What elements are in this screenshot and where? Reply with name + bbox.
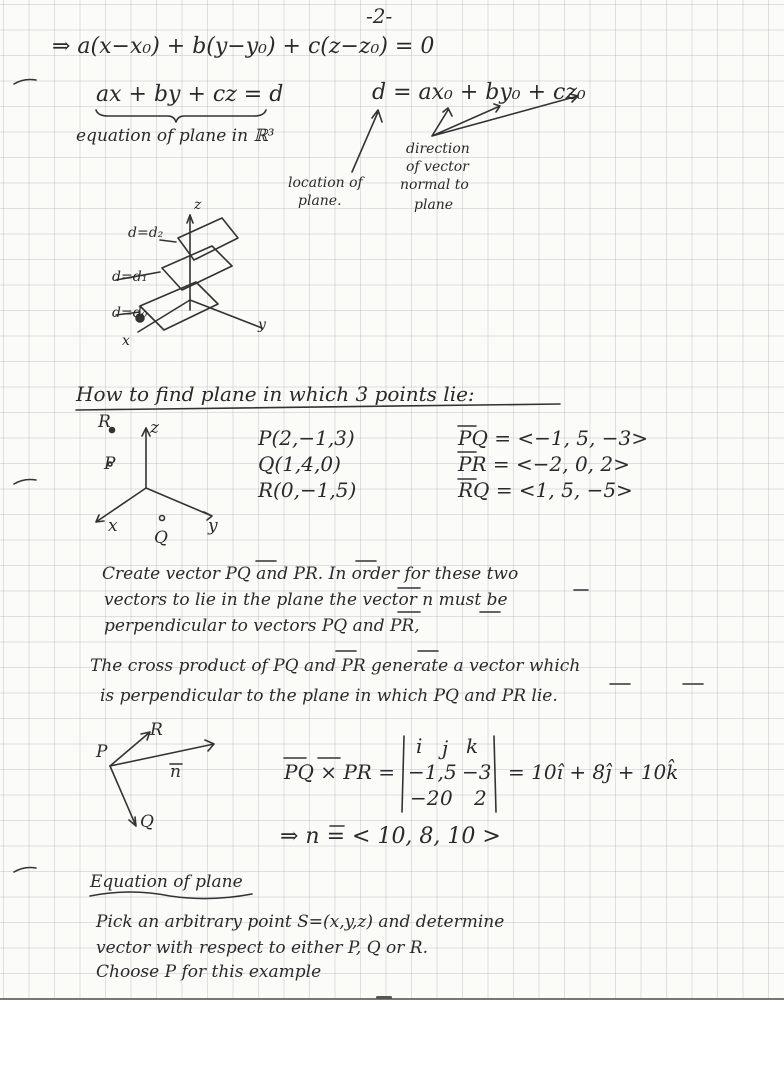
det-row1-j: j [442,736,449,760]
sketch3-n-label: n [170,762,181,782]
point-R: R(0,−1,5) [258,478,357,502]
axis-x-label: x [122,333,130,349]
point-Q-label: Q [154,528,168,548]
det-row2-a: −1, [408,760,444,784]
direction-label-4: plane [414,197,454,213]
direction-label-2: of vector [406,159,469,175]
subheading-underline [90,892,252,899]
cross-rhs: = 10î + 8ĵ + 10k̂ [508,760,679,784]
axis2-z-label: z [150,418,159,438]
paragraph1-line3: perpendicular to vectors PQ and PR, [104,616,420,636]
det-row1-k: k [466,734,479,758]
paragraph3-line1: Pick an arbitrary point S=(x,y,z) and determine [96,912,505,932]
axis-y-label: y [258,317,266,333]
axis2-x-label: x [108,516,118,536]
sketch-vectors [110,732,214,826]
normal-vector: ⇒ n = < 10, 8, 10 > [280,824,501,849]
plane-label-d1: d=d₁ [112,269,148,285]
sketch3-Q-label: Q [140,812,154,832]
axis-z-label: z [194,197,202,213]
det-row2-b: 5 [444,760,457,784]
sketch-axes [96,428,212,523]
page-number: -2- [366,4,393,28]
det-row2-c: −3 [462,760,492,784]
paragraph1-line1: Create vector PQ and PR. In order for these two [102,564,519,584]
vector-PQ: PQ = <−1, 5, −3> [458,426,648,450]
paragraph1-line2: vectors to lie in the plane the vector n must be [104,590,508,610]
equation-point-normal: ⇒ a(x−x₀) + b(y−y₀) + c(z−z₀) = 0 [52,34,435,59]
subheading: Equation of plane [90,872,243,892]
plane-label-d2: d=d₂ [128,225,164,241]
sketch3-R-label: R [150,720,163,740]
location-label-2: plane. [298,193,342,209]
section-heading: How to find plane in which 3 points lie: [76,382,475,406]
det-row3-a: −2 [410,786,440,810]
location-label-1: location of [288,175,363,191]
point-P-label: P [104,454,116,474]
underline-brace [96,110,266,122]
axis2-y-label: y [208,516,218,536]
arrow-location [352,110,382,172]
det-row1-i: i [416,734,423,758]
det-row3-b: 0 [440,786,453,810]
direction-label-3: normal to [400,177,469,193]
sketch3-P-label: P [96,742,108,762]
direction-label-1: direction [406,141,470,157]
point-R-label: R [98,412,111,432]
paragraph2-line1: The cross product of PQ and PR generate a vector which [90,656,581,676]
point-P: P(2,−1,3) [258,426,355,450]
plane-label-d0: d=d₀ [112,305,148,321]
paragraph2-line2: is perpendicular to the plane in which PQ and PR lie. [100,686,558,706]
point-Q: Q(1,4,0) [258,452,341,476]
paragraph3-line2: vector with respect to either P, Q or R. [96,938,429,958]
paragraph3-line3: Choose P for this example [96,962,322,982]
vector-PR: PR = <−2, 0, 2> [458,452,630,476]
cross-lhs: PQ × PR = [284,760,395,784]
margin-marks [14,80,36,873]
det-row3-c: 2 [474,786,487,810]
equation-general: ax + by + cz = d [96,82,284,107]
equation-d: d = ax₀ + by₀ + cz₀ [372,80,586,105]
page-edge-mark [376,996,392,999]
vector-RQ: RQ = <1, 5, −5> [458,478,633,502]
equation-label: equation of plane in ℝ³ [76,126,275,146]
